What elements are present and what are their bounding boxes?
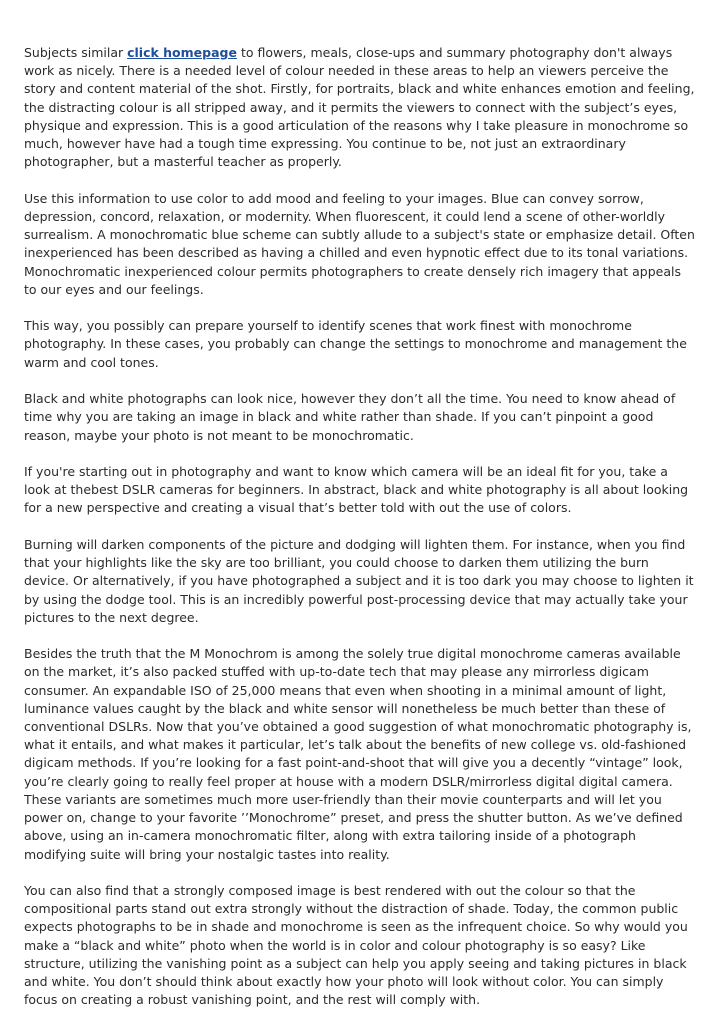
paragraph-6: Burning will darken components of the picture and dodging will lighten them. For instance, when you find that your highlights like the sky are too brilliant, you could choose to darken them utilizing the burn device. Or alternatively, if you have photographed a subject and it is too dark you may choose to lighten it by using the dodge tool. This is an incredibly powerful post-processing device that may actually take your pictures to the next degree. (24, 536, 694, 625)
paragraph-2: Use this information to use color to add mood and feeling to your images. Blue can convey sorrow, depression, concord, relaxation, or modernity. When fluorescent, it could lend a scene of other-worldly surrealism. A monochromatic blue scheme can subtly allude to a subject's state or emphasize detail. Often inexperienced has been described as having a chilled and even hypnotic effect due to its tonal variations. Monochromatic inexperienced colour permits photographers to create densely rich imagery that appeals to our eyes and our feelings. (24, 190, 695, 297)
paragraph-1-rest: to flowers, meals, close-ups and summary photography don't always work as nicely. There is a needed level of colour needed in these areas to help an viewers perceive the story and content material of the shot. Firstly, for portraits, black and white enhances emotion and feeling, the distracting colour is all stripped away, and it permits the viewers to connect with the subject’s eyes, physique and expression. This is a good articulation of the reasons why I take pleasure in monochrome so much, however have had a tough time expressing. You continue to be, not just an extraordinary photographer, but a masterful teacher as properly. (24, 45, 695, 170)
paragraph-3: This way, you possibly can prepare yourself to identify scenes that work finest with monochrome photography. In these cases, you probably can change the settings to monochrome and management the warm and cool tones. (24, 318, 687, 370)
paragraph-1 (24, 44, 696, 171)
paragraph-7: Besides the truth that the M Monochrom is among the solely true digital monochrome cameras available on the market, it’s also packed stuffed with up-to-date tech that may please any mirrorless digicam consumer. An expandable ISO of 25,000 means that even when shooting in a minimal amount of light, luminance values caught by the black and white sensor will nonetheless be much better than these of conventional DSLRs. Now that you’ve obtained a good suggestion of what monochromatic photography is, what it entails, and what makes it particular, let’s talk about the benefits of new college vs. old-fashioned digicam methods. If you’re looking for a fast point-and-shoot that will give you a decently “vintage” look, you’re clearly going to really feel proper at house with a modern DSLR/mirrorless digital digital camera. These variants are sometimes much more user-friendly than their movie counterparts and will let you power on, change to your favorite ’’Monochrome” preset, and press the shutter button. As we’ve defined above, using an in-camera monochromatic filter, along with extra tailoring inside of a photograph modifying suite will bring your nostalgic tastes into reality. (24, 646, 692, 862)
click-homepage-link[interactable]: click homepage (127, 45, 237, 60)
paragraph-1-lead: Subjects similar (24, 45, 128, 60)
article-body (24, 44, 696, 1028)
paragraph-8: You can also find that a strongly composed image is best rendered with out the colour so that the compositional parts stand out extra strongly without the distraction of shade. Today, the common public expects photographs to be in shade and monochrome is seen as the infrequent choice. So why would you make a “black and white” photo when the world is in color and colour photography is so easy? Like structure, utilizing the vanishing point as a subject can help you apply seeing and taking pictures in black and white. You don’t should think about exactly how your photo will look without color. You can simply focus on creating a robust vanishing point, and the rest will comply with. (24, 883, 688, 1008)
paragraph-5: If you're starting out in photography and want to know which camera will be an ideal fit for you, take a look at thebest DSLR cameras for beginners. In abstract, black and white photography is all about looking for a new perspective and creating a visual that’s better told with out the use of colors. (24, 464, 689, 516)
paragraph-4: Black and white photographs can look nice, however they don’t all the time. You need to know ahead of time why you are taking an image in black and white rather than shade. If you can’t pinpoint a good reason, maybe your photo is not meant to be monochromatic. (24, 391, 676, 443)
